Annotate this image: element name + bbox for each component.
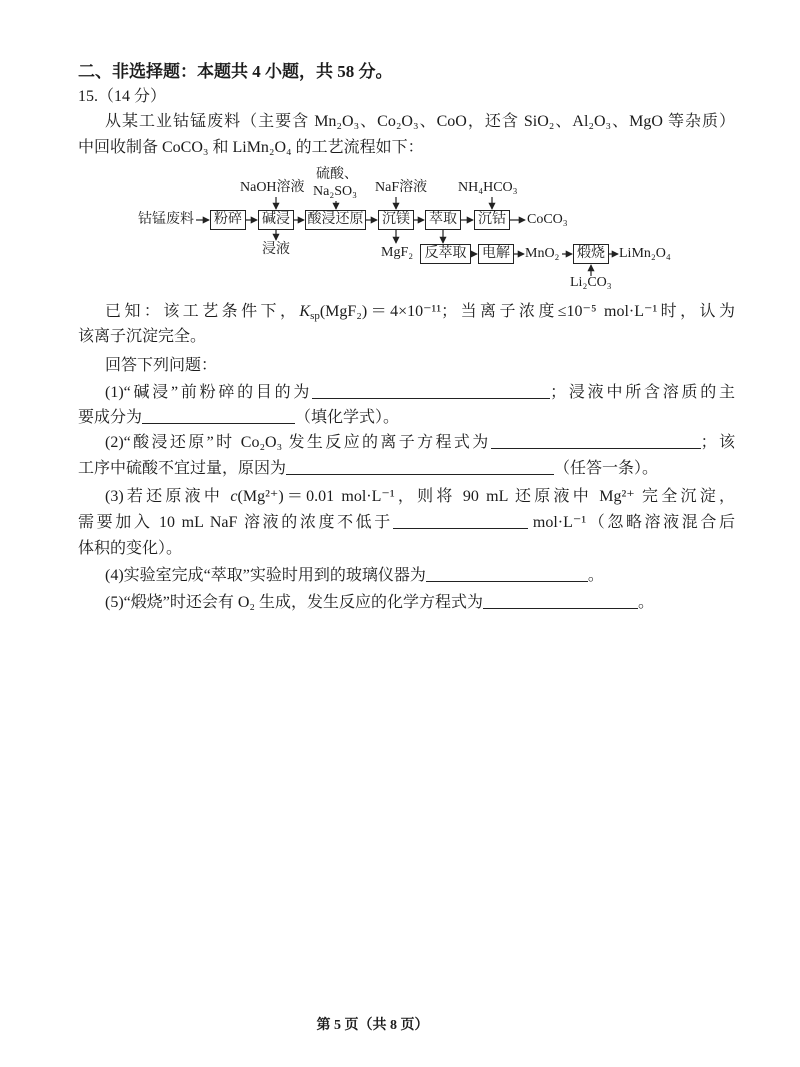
ksp-subscript: sp [310, 310, 320, 322]
product-coco3: CoCO₃ [527, 212, 568, 227]
q5-text-a: (5)“煅烧”时还会有 O₂ 生成，发生反应的化学方程式为 [105, 594, 483, 611]
q1-line-2 [78, 407, 735, 429]
q5-answer-blank-equation [483, 594, 638, 609]
q1-answer-blank-solute [142, 409, 295, 424]
section-heading: 二、非选择题：本题共 4 小题，共 58 分。 [78, 62, 393, 81]
q3-text-d: mol·L⁻¹（忽略溶液混合后 [532, 514, 735, 531]
reagent-sodium-sulfite: Na₂SO₃ [313, 184, 357, 199]
q2-text-c: 工序中硫酸不宜过量，原因为 [78, 460, 287, 477]
q2-text-a: (2)“酸浸还原”时 Co₂O₃ 发生反应的离子方程式为 [105, 434, 491, 451]
q4-text-a: (4)实验室完成“萃取”实验时用到的玻璃仪器为 [105, 567, 426, 584]
q1-text-c: 要成分为 [78, 409, 143, 426]
q4-answer-blank-glassware [426, 567, 588, 582]
concentration-symbol: c [230, 488, 238, 505]
reagent-ammonium-bicarbonate: NH₄HCO₃ [458, 180, 518, 195]
product-leachate: 浸液 [262, 242, 290, 257]
q4-line [105, 565, 735, 587]
known-prefix: 已知：该工艺条件下， [105, 303, 300, 320]
q1-answer-blank-purpose [312, 384, 550, 399]
step-alkali-leach-box: 碱浸 [258, 210, 294, 230]
q2-line-2 [78, 458, 735, 480]
q3-text-a: (3)若还原液中 [105, 488, 231, 505]
step-extraction-box: 萃取 [425, 210, 461, 230]
reagent-naf-solution: NaF溶液 [375, 180, 428, 195]
known-line-1 [105, 301, 735, 323]
q5-text-b: 。 [638, 594, 655, 611]
q1-line-1 [105, 382, 735, 404]
q3-line-1 [105, 486, 735, 508]
page-number-footer: 第 5 页（共 8 页） [316, 1018, 429, 1033]
q1-text-d: （填化学式）。 [295, 409, 400, 426]
process-flowchart [130, 160, 690, 295]
known-line-2: 该离子沉淀完全。 [78, 328, 207, 345]
q3-answer-blank-concentration [393, 514, 528, 529]
reagent-lithium-carbonate: Li₂CO₃ [570, 275, 612, 290]
q2-text-d: （任答一条）。 [554, 460, 659, 477]
q3-line-3: 体积的变化）。 [78, 540, 183, 557]
reagent-sulfuric-acid: 硫酸、 [316, 167, 358, 182]
q4-text-b: 。 [587, 567, 604, 584]
q3-text-c: 需要加入 10 mL NaF 溶液的浓度不低于 [78, 514, 393, 531]
ksp-symbol: K [299, 303, 311, 320]
step-co-precipitation-box: 沉钴 [474, 210, 510, 230]
reagent-naoh-solution: NaOH溶液 [240, 180, 305, 195]
known-condition: (MgF₂)＝4×10⁻¹¹；当离子浓度≤10⁻⁵ mol·L⁻¹时，认为 [319, 303, 735, 320]
q3-text-b: (Mg²⁺)＝0.01 mol·L⁻¹，则将 90 mL 还原液中 Mg²⁺ 完全沉淀， [237, 488, 735, 505]
q2-answer-blank-reason [286, 460, 554, 475]
step-calcination-box: 煅烧 [573, 244, 609, 264]
product-limn2o4: LiMn₂O₄ [619, 246, 671, 261]
intro-line-1: 从某工业钴锰废料（主要含 Mn₂O₃、Co₂O₃、CoO，还含 SiO₂、Al₂O₃、MgO 等杂质） [105, 113, 735, 130]
step-back-extraction-box: 反萃取 [420, 244, 471, 264]
step-acid-leach-reduce-box: 酸浸还原 [305, 210, 366, 230]
q1-text-b: ；浸液中所含溶质的主 [550, 384, 735, 401]
raw-material-label: 钴锰废料 [138, 212, 194, 227]
answer-prompt: 回答下列问题： [105, 357, 218, 374]
step-electrolysis-box: 电解 [478, 244, 514, 264]
step-mg-precipitation-box: 沉镁 [378, 210, 414, 230]
q5-line [105, 592, 735, 614]
q2-text-b: ；该 [700, 434, 735, 451]
step-crush-box: 粉碎 [210, 210, 246, 230]
q3-line-2 [78, 512, 735, 534]
q2-answer-blank-ionic-equation [491, 434, 701, 449]
q2-line-1 [105, 432, 735, 454]
product-mgf2: MgF₂ [381, 245, 414, 260]
q1-text-a: (1)“碱浸”前粉碎的目的为 [105, 384, 313, 401]
product-mno2: MnO₂ [525, 246, 560, 261]
intro-line-2: 中回收制备 CoCO₃ 和 LiMn₂O₄ 的工艺流程如下： [78, 139, 424, 156]
question-number: 15.（14 分） [78, 88, 167, 105]
